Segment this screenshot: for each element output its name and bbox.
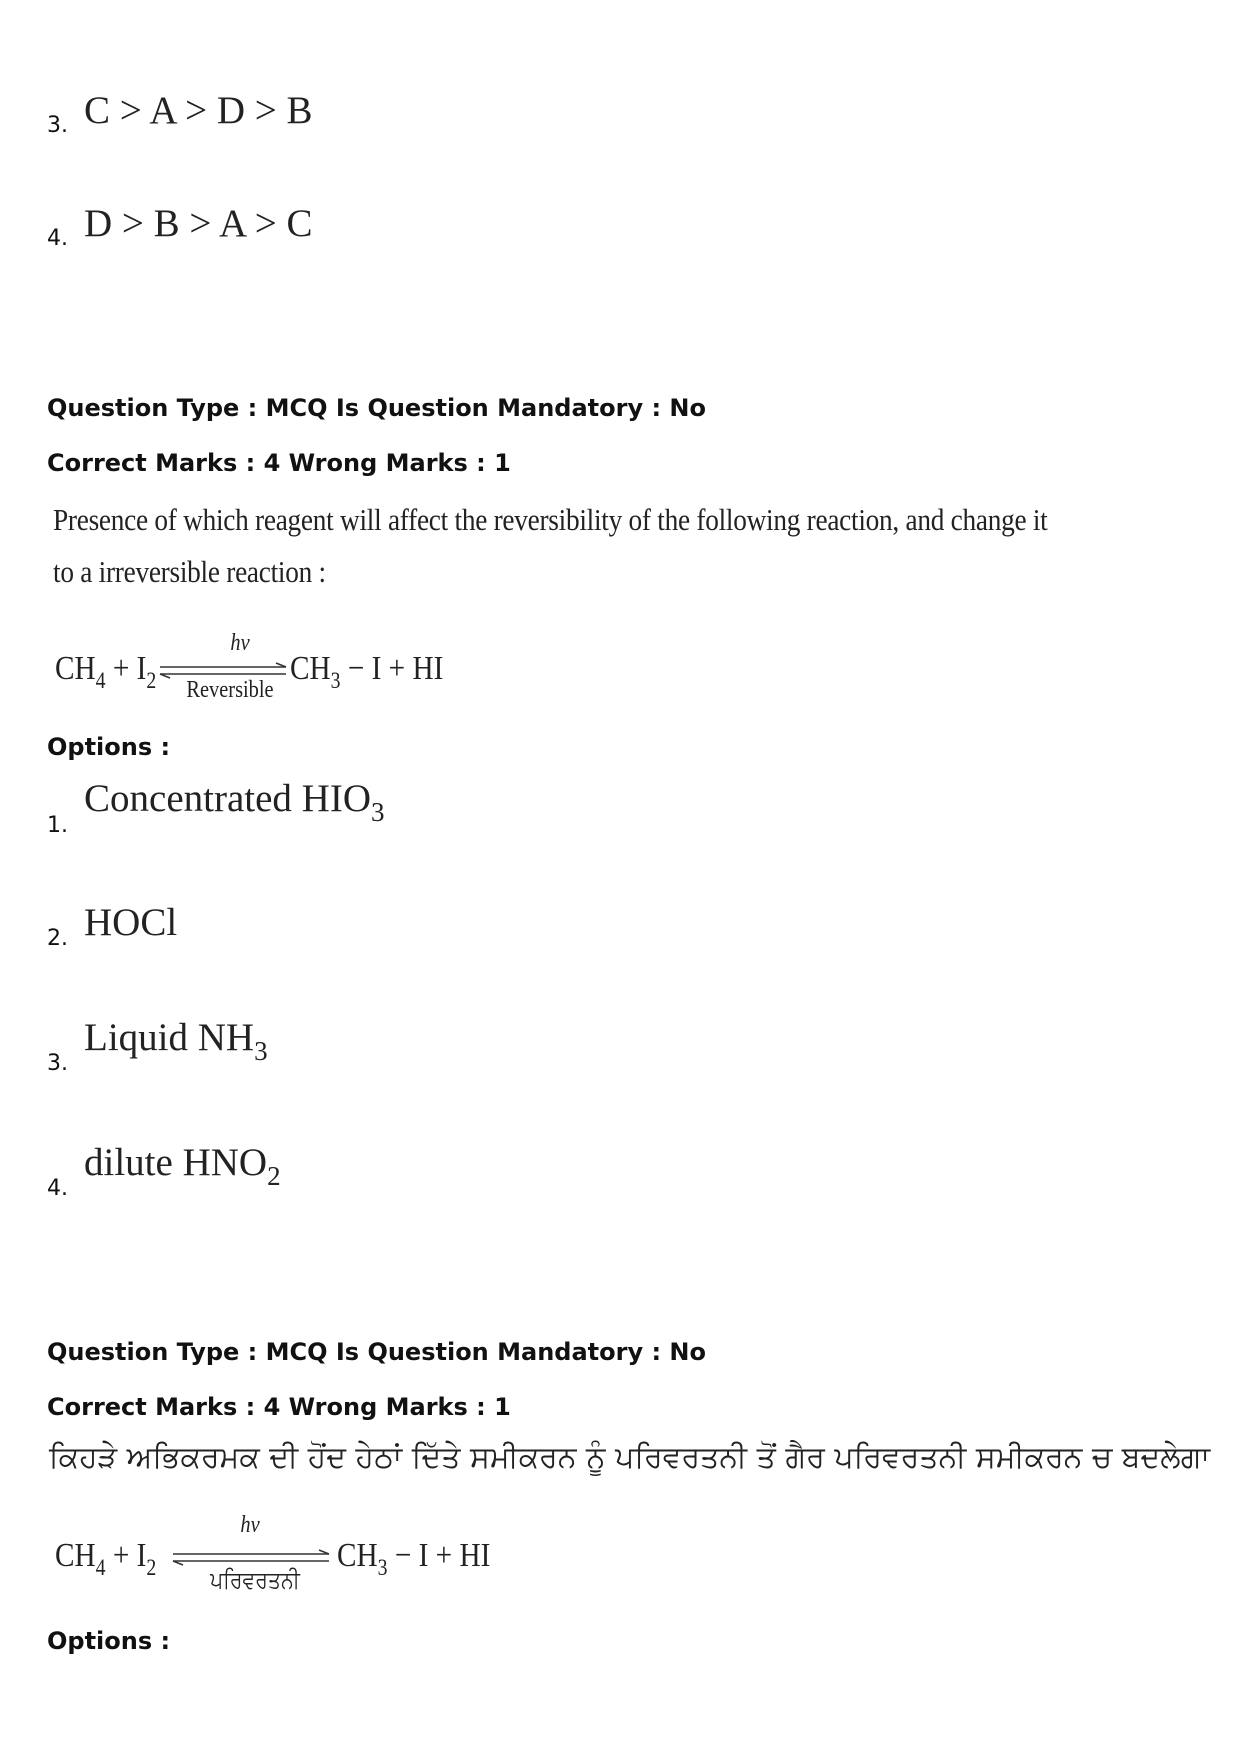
question-type-line: Question Type : MCQ Is Question Mandatory : No [47,394,706,422]
equation-reactants: $CH_4 + I_2$ [55,650,157,693]
question-text [53,494,1048,598]
marks-line: Correct Marks : 4 Wrong Marks : 1 [47,1393,511,1421]
option-text: D > B > A > C [84,202,313,245]
option-number: 3. [47,113,68,138]
option-text: C > A > D > B [84,89,313,132]
equation-condition-above: hv [230,630,250,656]
options-label: Options : [47,1627,171,1655]
option-text: dilute $HNO_2$ [84,1141,281,1191]
option-text: Liquid $NH_3$ [84,1016,268,1066]
option-number: 4. [47,226,68,251]
option-number: 3. [47,1051,68,1076]
marks-line: Correct Marks : 4 Wrong Marks : 1 [47,449,511,477]
equation-products: $CH_3 - I$ + HI [337,1537,491,1580]
reaction-equation [55,625,555,715]
option-number: 2. [47,926,68,951]
equation-products: $CH_3 - I$ + HI [290,650,444,693]
equation-condition-below: Reversible [186,677,274,703]
question-type-line: Question Type : MCQ Is Question Mandatory : No [47,1338,706,1366]
options-label: Options : [47,733,171,761]
question-text-line: to a irreversible reaction : [53,554,326,589]
question-text-line: Presence of which reagent will affect the reversibility of the following reaction, and change it [53,502,1048,537]
option-number: 1. [47,813,68,838]
reaction-equation [55,1510,575,1600]
equation-condition-above: hv [240,1512,260,1538]
option-number: 4. [47,1176,68,1201]
option-text: Concentrated $HIO_3$ [84,777,385,827]
question-text: ਕਿਹੜੇ ਅਭਿਕਰਮਕ ਦੀ ਹੋਂਦ ਹੇਠਾਂ ਦਿੱਤੇ ਸਮੀਕਰਨ ਨੂੰ ਪਰਿਵਰਤਨੀ ਤੋਂ ਗੈਰ ਪਰਿਵਰਤਨੀ ਸਮੀਕਰਨ ਚ ਬਦਲੇਗਾ [49,1440,1211,1475]
equation-condition-below: ਪਰਿਵਰਤਨੀ [210,1568,300,1594]
reversible-arrow-icon [171,1550,331,1566]
equation-reactants: $CH_4 + I_2$ [55,1537,157,1580]
option-text: HOCl [84,901,178,944]
